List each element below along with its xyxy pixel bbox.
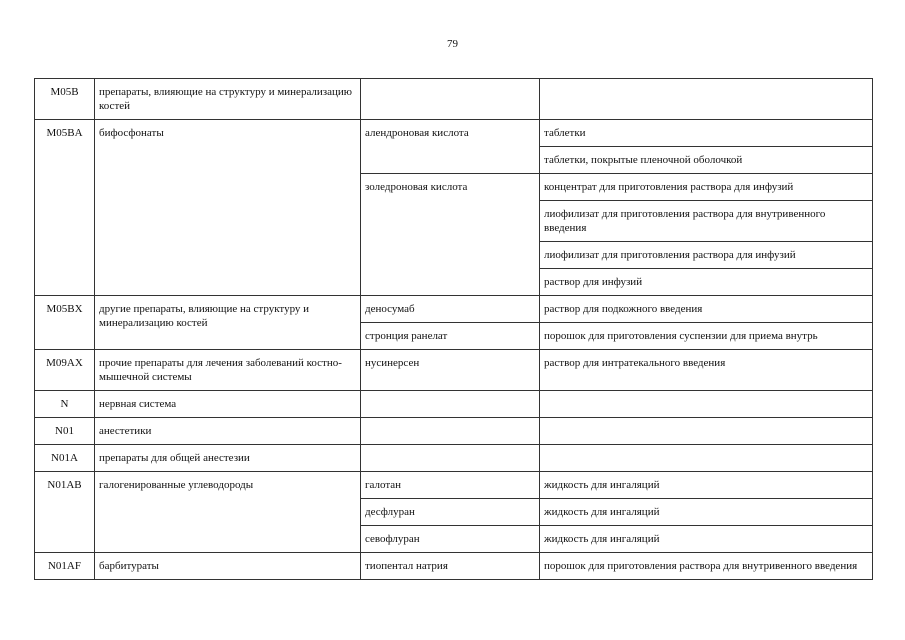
dosage-form-cell: порошок для приготовления суспензии для приема внутрь xyxy=(540,323,873,350)
dosage-form-cell: жидкость для ингаляций xyxy=(540,499,873,526)
table-row xyxy=(35,350,873,391)
substance-cell: галотан xyxy=(361,472,540,499)
table-row xyxy=(35,391,873,418)
atc-code-cell: N xyxy=(35,391,95,418)
atc-code-cell: M05BX xyxy=(35,296,95,350)
substance-cell xyxy=(361,445,540,472)
substance-cell: деносумаб xyxy=(361,296,540,323)
atc-code-cell: M05B xyxy=(35,79,95,120)
group-name-cell: бифосфонаты xyxy=(95,120,361,296)
table-row xyxy=(35,553,873,580)
substance-cell: золедроновая кислота xyxy=(361,174,540,296)
substance-cell xyxy=(361,391,540,418)
dosage-form-cell: таблетки, покрытые пленочной оболочкой xyxy=(540,147,873,174)
substance-cell: алендроновая кислота xyxy=(361,120,540,174)
dosage-form-cell xyxy=(540,79,873,120)
atc-code-cell: N01 xyxy=(35,418,95,445)
group-name-cell: препараты, влияющие на структуру и минерализацию костей xyxy=(95,79,361,120)
substance-cell: десфлуран xyxy=(361,499,540,526)
substance-cell: нусинерсен xyxy=(361,350,540,391)
atc-code-cell: N01AB xyxy=(35,472,95,553)
group-name-cell: прочие препараты для лечения заболеваний костно-мышечной системы xyxy=(95,350,361,391)
atc-code-cell: N01A xyxy=(35,445,95,472)
dosage-form-cell: концентрат для приготовления раствора для инфузий xyxy=(540,174,873,201)
table-row xyxy=(35,79,873,120)
atc-code-cell: M05BA xyxy=(35,120,95,296)
dosage-form-cell: лиофилизат для приготовления раствора для внутривенного введения xyxy=(540,201,873,242)
table-row xyxy=(35,296,873,323)
substance-cell: стронция ранелат xyxy=(361,323,540,350)
dosage-form-cell: лиофилизат для приготовления раствора для инфузий xyxy=(540,242,873,269)
drug-classification-table xyxy=(34,78,873,580)
dosage-form-cell xyxy=(540,418,873,445)
substance-cell: севофлуран xyxy=(361,526,540,553)
group-name-cell: нервная система xyxy=(95,391,361,418)
page-number: 79 xyxy=(447,38,458,50)
substance-cell: тиопентал натрия xyxy=(361,553,540,580)
dosage-form-cell: таблетки xyxy=(540,120,873,147)
table-body xyxy=(35,79,873,580)
dosage-form-cell: раствор для интратекального введения xyxy=(540,350,873,391)
dosage-form-cell: жидкость для ингаляций xyxy=(540,526,873,553)
substance-cell xyxy=(361,79,540,120)
table-row xyxy=(35,418,873,445)
dosage-form-cell: порошок для приготовления раствора для внутривенного введения xyxy=(540,553,873,580)
dosage-form-cell: раствор для инфузий xyxy=(540,269,873,296)
table-row xyxy=(35,120,873,147)
substance-cell xyxy=(361,418,540,445)
group-name-cell: галогенированные углеводороды xyxy=(95,472,361,553)
dosage-form-cell xyxy=(540,391,873,418)
table-row xyxy=(35,445,873,472)
atc-code-cell: M09AX xyxy=(35,350,95,391)
atc-code-cell: N01AF xyxy=(35,553,95,580)
group-name-cell: барбитураты xyxy=(95,553,361,580)
group-name-cell: анестетики xyxy=(95,418,361,445)
table-row xyxy=(35,472,873,499)
dosage-form-cell: раствор для подкожного введения xyxy=(540,296,873,323)
dosage-form-cell xyxy=(540,445,873,472)
dosage-form-cell: жидкость для ингаляций xyxy=(540,472,873,499)
group-name-cell: препараты для общей анестезии xyxy=(95,445,361,472)
group-name-cell: другие препараты, влияющие на структуру и минерализацию костей xyxy=(95,296,361,350)
